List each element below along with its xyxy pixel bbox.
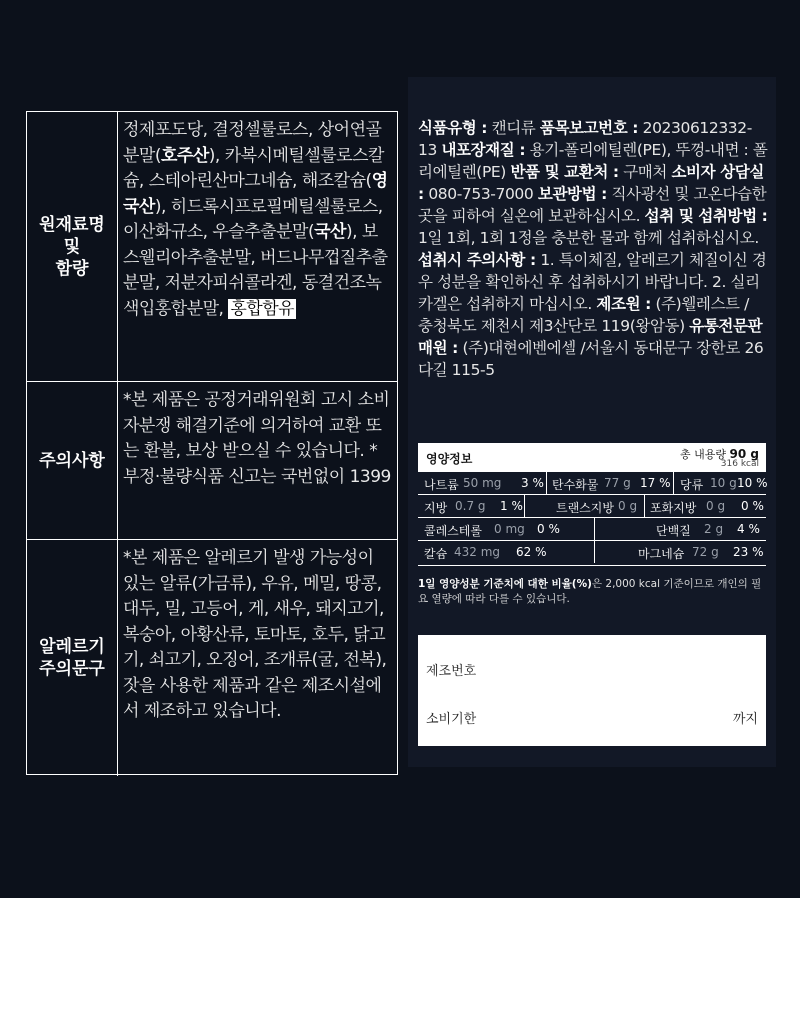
nutrition-title: 영양정보: [426, 452, 473, 466]
caution-header: 주의사항: [27, 382, 118, 539]
ingredients-table: [26, 111, 398, 775]
total-kcal: 316 kcal: [720, 459, 759, 469]
nutrition-row: 지방 0.7 g 1 % 트랜스지방 0 g 포화지방 0 g 0 %: [418, 495, 766, 518]
date-stamp-box: [418, 635, 766, 746]
nutrition-note: 1일 영양성분 기준치에 대한 비율(%)은 2,000 kcal 기준이므로 개인의 필요 열량에 따라 다를 수 있습니다.: [418, 578, 762, 605]
allergy-row: [27, 539, 397, 776]
shellfish-highlight: 홍합함유: [230, 298, 295, 319]
nutrition-facts: [418, 443, 768, 605]
ingredients-body: 정제포도당, 결정셀룰로스, 상어연골분말(호주산), 카복시메틸셀룰로스칼슘, 스테아린산마그네슘, 해조칼슘(영국산), 히드록시프로필메틸셀룰로스, 이산화규소, 우슬추출분말(국산), 보스웰리아추출분말, 버드나무껍질추출분말, 저분자피쉬콜라겐, 동결건조녹색입홍합분말, 홍합함유: [123, 120, 388, 319]
nutrition-header: [418, 443, 766, 472]
allergy-header: 알레르기 주의문구: [27, 540, 118, 776]
nutrition-row: 콜레스테롤 0 mg 0 % 단백질 2 g 4 %: [418, 518, 766, 541]
allergy-body: *본 제품은 알레르기 발생 가능성이 있는 알류(가금류), 우유, 메밀, 땅콩, 대두, 밀, 고등어, 게, 새우, 돼지고기, 복숭아, 아황산류, 토마토, 호두, 닭고기, 쇠고기, 오징어, 조개류(굴, 전복), 잣을 사용한 제품과 같은 제조시설에서 제조하고 있습니다.: [123, 548, 387, 721]
total-content: 총 내용량 90 g: [680, 447, 759, 461]
nutrition-row: 칼슘 432 mg 62 % 마그네슘 72 g 23 %: [418, 541, 766, 566]
mfg-number-label: 제조번호: [426, 664, 477, 679]
ingredients-header: 원재료명 및 함량: [27, 112, 118, 381]
label-info-text: 식품유형 : 캔디류 품목보고번호 : 20230612332-13 내포장재질 : 용기-폴리에틸렌(PE), 뚜껑-내면 : 폴리에틸렌(PE) 반품 및 교환처 : 구매처 소비자 상담실 : 080-753-7000 보관방법 : 직사광선 및 고온다습한 곳을 피하여 실온에 보관하십시오. 섭취 및 섭취방법 : 1일 1회, 1회 1정을 충분한 물과 함께 섭취하십시오. 섭취시 주의사항 : 1. 특이체질, 알레르기 체질이신 경우 성분을 확인하신 후 섭취하시기 바랍니다. 2. 실리카겔은 섭취하지 마십시오. 제조원 : (주)웰레스트 / 충청북도 제천시 제3산단로 119(왕암동) 유통전문판매원 : (주)대현에벤에셀 /서울시 동대문구 장한로 26다길 115-5: [418, 119, 768, 379]
label-info-panel: [408, 77, 776, 767]
expiry-label: 소비기한: [426, 712, 477, 727]
caution-row: [27, 381, 397, 539]
nutrition-row: 나트륨 50 mg 3 % 탄수화물 77 g 17 % 당류 10 g 10 %: [418, 472, 766, 495]
until-label: 까지: [732, 712, 758, 727]
ingredients-row: [27, 112, 397, 381]
caution-body: *본 제품은 공정거래위원회 고시 소비자분쟁 해결기준에 의거하여 교환 또는 환불, 보상 받으실 수 있습니다. *부정·불량식품 신고는 국번없이 1399: [123, 390, 391, 487]
